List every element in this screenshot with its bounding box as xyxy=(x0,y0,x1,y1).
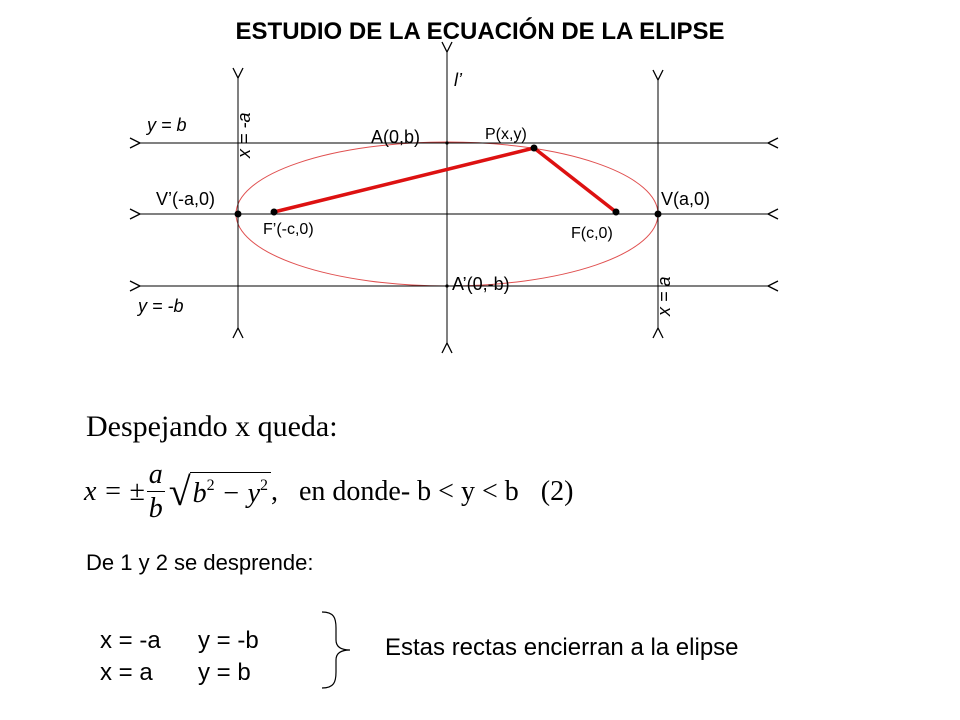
sqrt-b: b xyxy=(192,478,207,509)
label-point-f: F(c,0) xyxy=(571,225,613,242)
formula-lhs: x = ± xyxy=(84,476,145,507)
segment-p-f xyxy=(534,148,616,212)
formula-number: (2) xyxy=(540,476,574,507)
point-v xyxy=(655,211,662,218)
label-point-v: V(a,0) xyxy=(661,189,711,209)
brace-caption: Estas rectas encierran a la elipse xyxy=(385,634,739,661)
point-a-prime xyxy=(445,284,448,287)
equation-row xyxy=(100,625,259,657)
segment-fprime-p xyxy=(274,148,534,212)
equation-list xyxy=(100,625,259,689)
equation-x: x = a xyxy=(100,659,153,686)
formula-condition: , en donde- b < y < b xyxy=(271,476,519,507)
formula-label: Despejando x queda: xyxy=(86,410,338,443)
label-point-f-prime: F’(-c,0) xyxy=(263,221,314,238)
equation-x: x = -a xyxy=(100,627,161,654)
page-title: ESTUDIO DE LA ECUACIÓN DE LA ELIPSE xyxy=(235,18,725,45)
equation-y: y = b xyxy=(198,659,251,686)
axis-label: l’ xyxy=(454,70,462,90)
sqrt-body xyxy=(190,472,271,510)
equation-row xyxy=(100,657,259,689)
label-point-a-prime: A’(0,-b) xyxy=(452,274,510,294)
point-p xyxy=(531,145,538,152)
label-point-a: A(0,b) xyxy=(371,127,421,147)
sqrt-b-exponent: 2 xyxy=(206,477,215,494)
point-a xyxy=(445,141,448,144)
sqrt-minus: − xyxy=(214,478,248,509)
conclusion-text: De 1 y 2 se desprende: xyxy=(86,550,314,575)
sqrt-y-exponent: 2 xyxy=(260,477,268,494)
point-v-prime xyxy=(235,211,242,218)
point-f-prime xyxy=(271,209,278,216)
label-x-neg-a: x = -a xyxy=(234,112,254,158)
label-point-v-prime: V’(-a,0) xyxy=(156,189,216,209)
fraction-denominator: b xyxy=(148,493,163,524)
sqrt-y: y xyxy=(247,478,260,509)
fraction-numerator: a xyxy=(148,459,163,490)
label-y-neg-b: y = -b xyxy=(138,296,184,316)
label-x-a: x = a xyxy=(654,276,674,316)
formula xyxy=(84,460,573,524)
radical-sign: √ xyxy=(168,469,191,514)
point-f xyxy=(613,209,620,216)
label-y-b: y = b xyxy=(147,115,187,135)
equation-y: y = -b xyxy=(198,627,259,654)
curly-brace xyxy=(318,610,358,690)
formula-sqrt xyxy=(168,469,271,514)
formula-fraction xyxy=(147,461,165,523)
label-point-p: P(x,y) xyxy=(485,126,527,143)
